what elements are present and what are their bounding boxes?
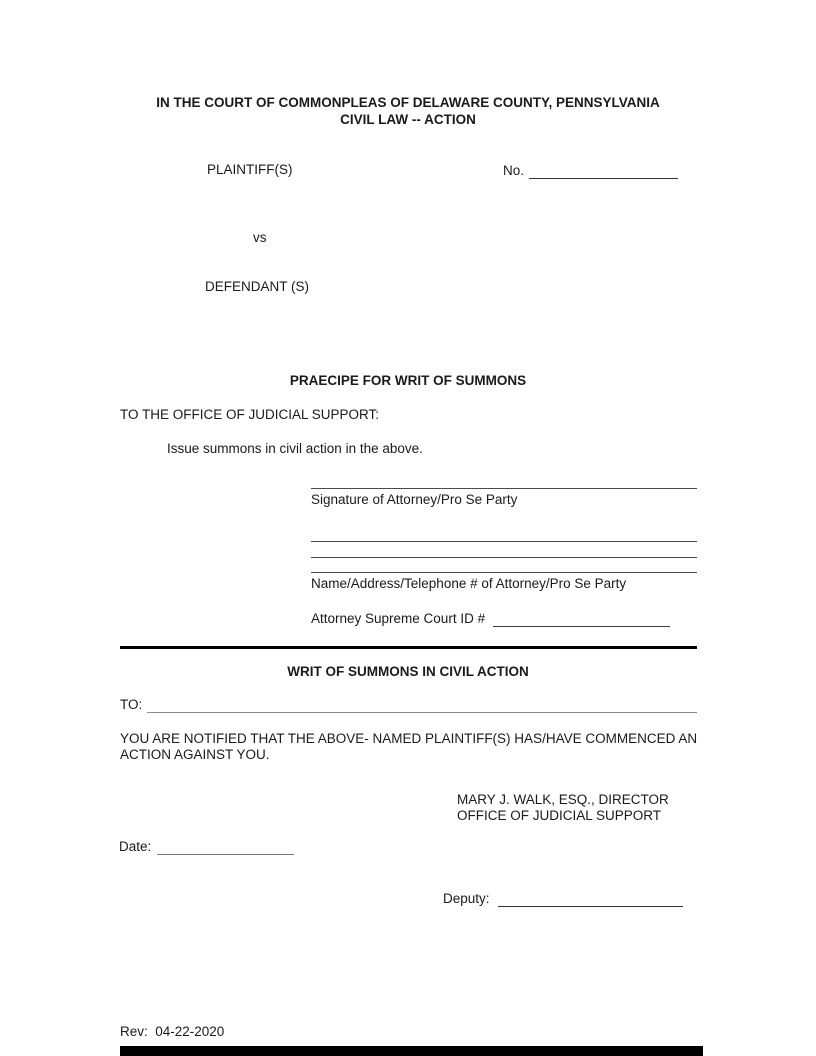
deputy-field [443,890,683,907]
court-header [0,94,816,128]
signature-blank-line[interactable] [311,488,697,489]
section-divider-rule [120,646,697,649]
defendant-label: DEFENDANT (S) [205,279,310,294]
attorney-id-label: Attorney Supreme Court ID # [311,611,486,626]
notice-line-2: ACTION AGAINST YOU. [120,747,270,762]
name-address-blank-line-1[interactable] [311,541,697,542]
bottom-edge-bar [120,1046,703,1056]
writ-to-label: TO: [120,697,143,712]
judicial-support-addressee: TO THE OFFICE OF JUDICIAL SUPPORT: [120,407,380,422]
notice-paragraph [120,731,697,763]
revision-date: Rev: 04-22-2020 [120,1024,225,1039]
versus-label: vs [253,230,267,245]
writ-to-field [120,696,697,713]
date-blank[interactable] [157,838,294,855]
court-subtitle: CIVIL LAW -- ACTION [340,112,476,127]
praecipe-title: PRAECIPE FOR WRIT OF SUMMONS [289,373,527,388]
case-number-label: No. [503,163,525,178]
name-address-caption: Name/Address/Telephone # of Attorney/Pro Se Party [311,576,627,591]
plaintiff-label: PLAINTIFF(S) [207,162,293,177]
case-number-field [503,162,678,179]
notice-line-1: YOU ARE NOTIFIED THAT THE ABOVE- NAMED PLAINTIFF(S) HAS/HAVE COMMENCED AN [120,731,698,746]
writ-title: WRIT OF SUMMONS IN CIVIL ACTION [287,664,529,679]
writ-to-blank[interactable] [147,696,697,713]
deputy-label: Deputy: [443,891,490,906]
name-address-blank-line-3[interactable] [311,572,697,573]
director-name: MARY J. WALK, ESQ., DIRECTOR [457,792,669,807]
attorney-id-blank[interactable] [493,610,670,627]
case-number-blank[interactable] [529,162,678,179]
signature-caption: Signature of Attorney/Pro Se Party [311,492,518,507]
director-office: OFFICE OF JUDICIAL SUPPORT [457,807,662,823]
attorney-id-field [311,610,670,627]
deputy-blank[interactable] [498,890,683,907]
name-address-blank-line-2[interactable] [311,557,697,558]
issue-summons-instruction: Issue summons in civil action in the above. [167,441,423,456]
date-label: Date: [119,839,152,854]
director-signature-block [457,792,669,823]
court-title: IN THE COURT OF COMMONPLEAS OF DELAWARE COUNTY, PENNSYLVANIA [156,95,660,110]
date-field [119,838,294,855]
